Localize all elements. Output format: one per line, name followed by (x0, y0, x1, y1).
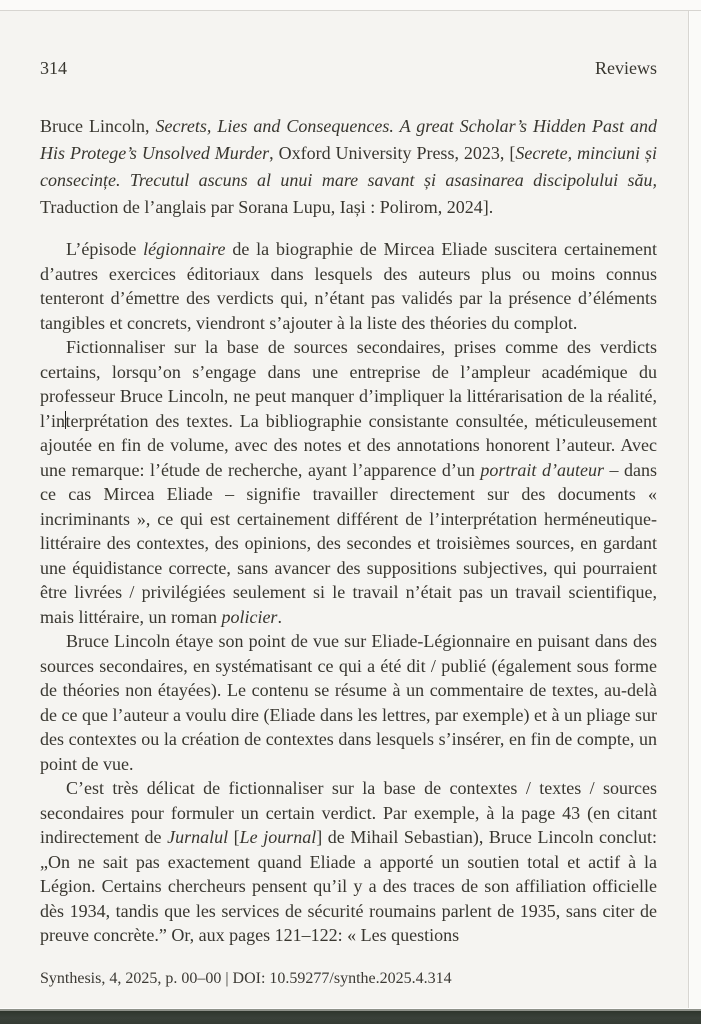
italic-text-run: Le journal (239, 827, 317, 847)
text-run: C’est très délicat de fictionnaliser sur la base de contextes / textes / sources secondaires pour formuler un certain verdict. Par exemple, à la page 43 (en citant indirectement de (40, 778, 657, 847)
text-run: – dans ce cas Mircea Eliade – signifie travailler directement sur des documents « incriminants », ce qui est certainement différent de l’interprétation herméneutique-littéraire des contextes, des opinions, des secondes et troisièmes sources, en gardant une équidistance correcte, sans avancer des suppositions subjectives, qui pourraient être livrées / privilégiées seulement si le travail n’était pas un travail scientifique, mais littéraire, un roman (40, 459, 657, 627)
text-run: ] de Mihail Sebastian), Bruce Lincoln conclut: „On ne sait pas exactement quand Eliade a apporté un soutien total et actif à la Légion. Certains chercheurs pensent qu’il y a des traces de son affiliation officielle dès 1934, tandis que les services de sécurité roumains parlent de 1935, sans citer de preuve concrète.” Or, aux pages 121–122: « Les questions (40, 827, 657, 945)
italic-text-run: légionnaire (143, 239, 226, 259)
document-page[interactable] (0, 11, 689, 1008)
italic-text-run: policier (221, 606, 278, 627)
italic-text-run: Jurnalul (167, 827, 229, 847)
body-paragraph[interactable] (40, 776, 657, 948)
body-paragraph[interactable] (40, 237, 657, 335)
text-run: L’épisode (66, 239, 144, 259)
text-run: [ (228, 827, 240, 847)
body-paragraph[interactable] (40, 629, 657, 776)
text-run: de la biographie de Mircea Eliade suscitera certainement d’autres exercices éditoriaux dans lesquels des auteurs plus ou moins connus tenteront d’émettre des verdicts qui, n’étant pas validés par la présence d’éléments tangibles et concrets, viendront s’ajouter à la liste des théories du complot. (40, 239, 657, 333)
italic-text-run: portrait d’auteur (480, 459, 604, 480)
body-paragraph[interactable] (40, 335, 657, 629)
text-run: . (277, 606, 282, 627)
italic-text-run: Secrets, Lies and Consequences. A great Scholar’s Hidden Past and His Protege’s Unsolved Murder (40, 116, 658, 163)
text-run: Bruce Lincoln, (40, 116, 156, 136)
text-run: Fictionnaliser sur la base de sources secondaires, prises comme des verdicts certains, lorsqu’on s’engage dans une entreprise de l’ampleur académique du professeur Bruce Lincoln, ne peut manquer d’impliquer la littérarisation de la réalité, l’in (40, 337, 657, 431)
review-body (40, 237, 657, 948)
text-run: , Oxford University Press, 2023, [ (269, 143, 516, 163)
running-title: Reviews (595, 58, 657, 78)
page-header (40, 57, 657, 79)
page-top-edge (0, 0, 701, 11)
text-run: terprétation des textes. La bibliographie consistante consultée, méticuleusement ajoutée en fin de volume, avec des notes et des annotations honorent l’auteur. Avec une remarque: l’étude de recherche, ayant l’apparence d’un (40, 410, 657, 480)
journal-footer: Synthesis, 4, 2025, p. 00–00 | DOI: 10.59277/synthe.2025.4.314 (40, 970, 452, 987)
text-run: Traduction de l’anglais par Sorana Lupu, Iași : Polirom, 2024]. (40, 197, 494, 217)
book-citation[interactable] (40, 113, 657, 221)
italic-text-run: Secrete, minciuni și consecințe. Trecutul ascuns al unui mare savant și asasinarea discipolului său, (40, 143, 658, 190)
page-number: 314 (40, 58, 67, 78)
bottom-bar (0, 1009, 701, 1024)
page-right-gutter (690, 11, 701, 1008)
text-run: Bruce Lincoln étaye son point de vue sur Eliade-Légionnaire en puisant dans des sources secondaires, en systématisant ce qui a été dit / publié (également sous forme de théories non étayées). Le contenu se résume à un commentaire de textes, au-delà de ce que l’auteur a voulu dire (Eliade dans les lettres, par exemple) et à un pliage sur des contextes ou la création de contextes dans lesquels s’insérer, en fin de compte, un point de vue. (40, 631, 657, 774)
